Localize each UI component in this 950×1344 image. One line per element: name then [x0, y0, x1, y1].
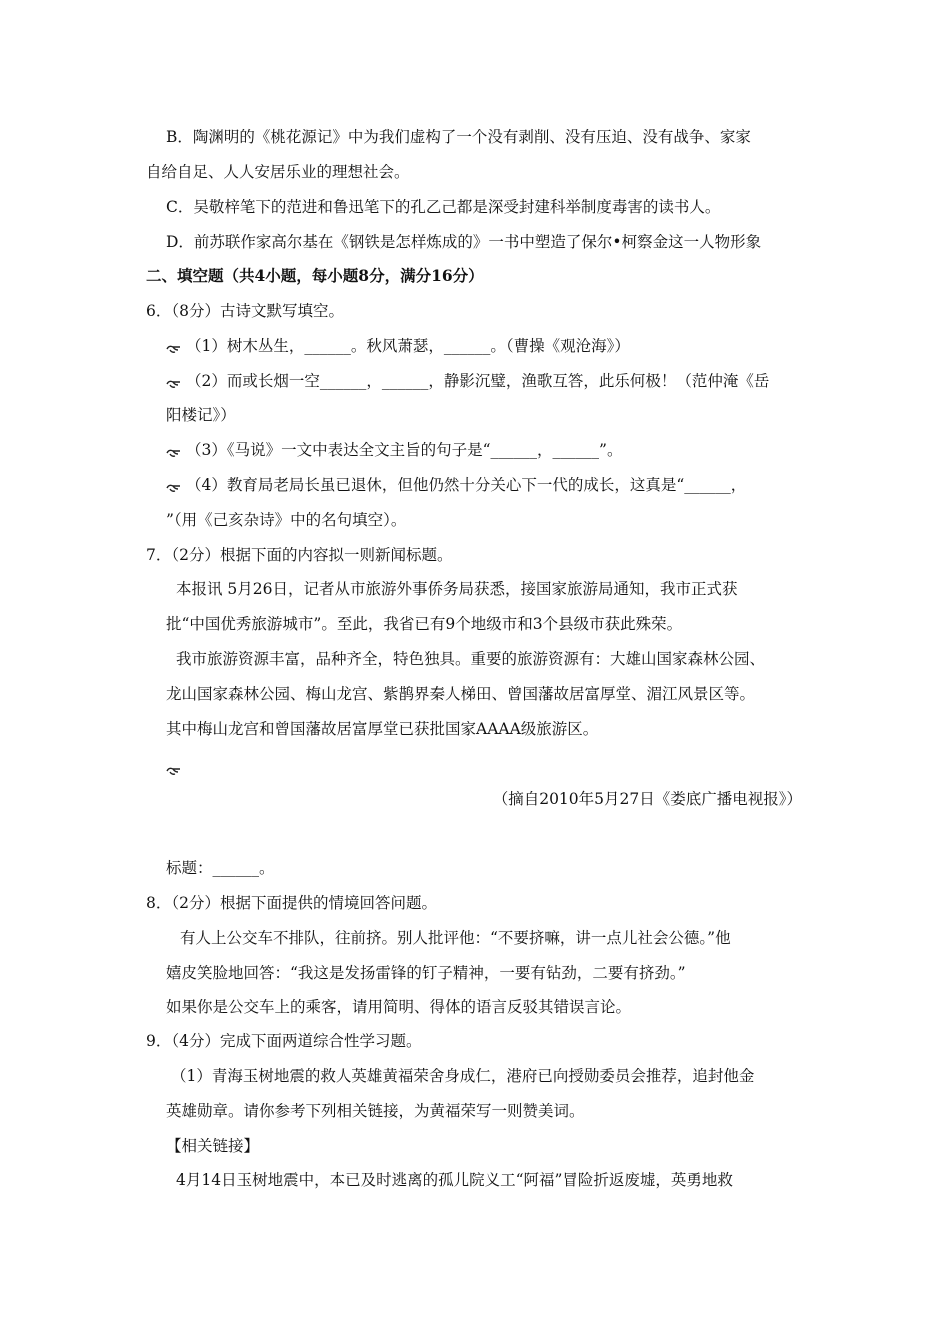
question-6-item-3-text: （3）《马说》一文中表达全文主旨的句子是“______，______”。 [186, 441, 623, 459]
question-9-part-1-line-1: （1）青海玉树地震的救人英雄黄福荣舍身成仁，港府已向授勋委员会推荐，追封他金 [171, 1067, 755, 1085]
hand-pointer-icon [166, 440, 184, 460]
section-2-heading: 二、填空题（共4小题，每小题8分，满分16分） [146, 266, 484, 285]
question-7-title-blank: 标题：______。 [166, 859, 275, 877]
question-6-item-4-cont: ”（用《己亥杂诗》中的名句填空）。 [166, 511, 407, 529]
question-7: 7．（2分）根据下面的内容拟一则新闻标题。 [146, 546, 453, 564]
option-c: C．吴敬梓笔下的范进和鲁迅笔下的孔乙己都是深受封建科举制度毒害的读书人。 [166, 198, 721, 216]
question-6-item-2-text: （2）而或长烟一空______，______，静影沉璧，渔歌互答，此乐何极！（范仲淹《岳 [186, 372, 770, 390]
related-link-text: 4月14日玉树地震中，本已及时逃离的孤儿院义工“阿福”冒险折返废墟，英勇地救 [176, 1171, 733, 1189]
question-8: 8．（2分）根据下面提供的情境回答问题。 [146, 894, 437, 912]
question-6-item-2-cont: 阳楼记》） [166, 406, 236, 424]
question-6: 6．（8分）古诗文默写填空。 [146, 302, 344, 320]
option-d: D．前苏联作家高尔基在《钢铁是怎样炼成的》一书中塑造了保尔•柯察金这一人物形象 [166, 233, 762, 251]
question-6-item-1-text: （1）树木丛生，______。秋风萧瑟，______。（曹操《观沧海》） [186, 337, 630, 355]
hand-pointer-icon [166, 475, 184, 495]
news-source: （摘自2010年5月27日《娄底广播电视报》） [492, 790, 802, 808]
hand-pointer-icon [166, 336, 184, 356]
news-paragraph-2-line-1: 我市旅游资源丰富，品种齐全，特色独具。重要的旅游资源有：大雄山国家森林公园、 [176, 650, 766, 668]
related-link-heading: 【相关链接】 [166, 1137, 260, 1155]
question-6-item-3 [166, 440, 622, 460]
hand-pointer-icon [166, 371, 184, 391]
news-paragraph-1-line-1: 本报讯 5月26日，记者从市旅游外事侨务局获悉，接国家旅游局通知，我市正式获 [176, 580, 738, 598]
option-b-line-2: 自给自足、人人安居乐业的理想社会。 [146, 163, 410, 181]
question-6-item-2 [166, 371, 769, 391]
question-8-prompt: 如果你是公交车上的乘客，请用简明、得体的语言反驳其错误言论。 [166, 998, 632, 1016]
option-b-line-1: B．陶渊明的《桃花源记》中为我们虚构了一个没有剥削、没有压迫、没有战争、家家 [166, 128, 751, 146]
news-paragraph-1-line-2: 批“中国优秀旅游城市”。至此，我省已有9个地级市和3个县级市获此殊荣。 [166, 615, 683, 633]
news-paragraph-2-line-2: 龙山国家森林公园、梅山龙宫、紫鹊界秦人梯田、曾国藩故居富厚堂、湄江风景区等。 [166, 685, 756, 703]
news-paragraph-2-line-3: 其中梅山龙宫和曾国藩故居富厚堂已获批国家AAAA级旅游区。 [166, 720, 599, 738]
question-7-marker [166, 758, 186, 778]
question-9: 9．（4分）完成下面两道综合性学习题。 [146, 1032, 422, 1050]
question-6-item-1 [166, 336, 630, 356]
hand-pointer-icon [166, 758, 184, 778]
scenario-line-2: 嬉皮笑脸地回答：“我这是发扬雷锋的钉子精神，一要有钻劲，二要有挤劲。” [166, 964, 686, 982]
question-6-item-4 [166, 475, 746, 495]
question-9-part-1-line-2: 英雄勋章。请你参考下列相关链接，为黄福荣写一则赞美词。 [166, 1102, 585, 1120]
scenario-line-1: 有人上公交车不排队，往前挤。别人批评他：“不要挤嘛，讲一点儿社会公德。”他 [180, 929, 731, 947]
question-6-item-4-text: （4）教育局老局长虽已退休，但他仍然十分关心下一代的成长，这真是“______， [186, 476, 747, 494]
